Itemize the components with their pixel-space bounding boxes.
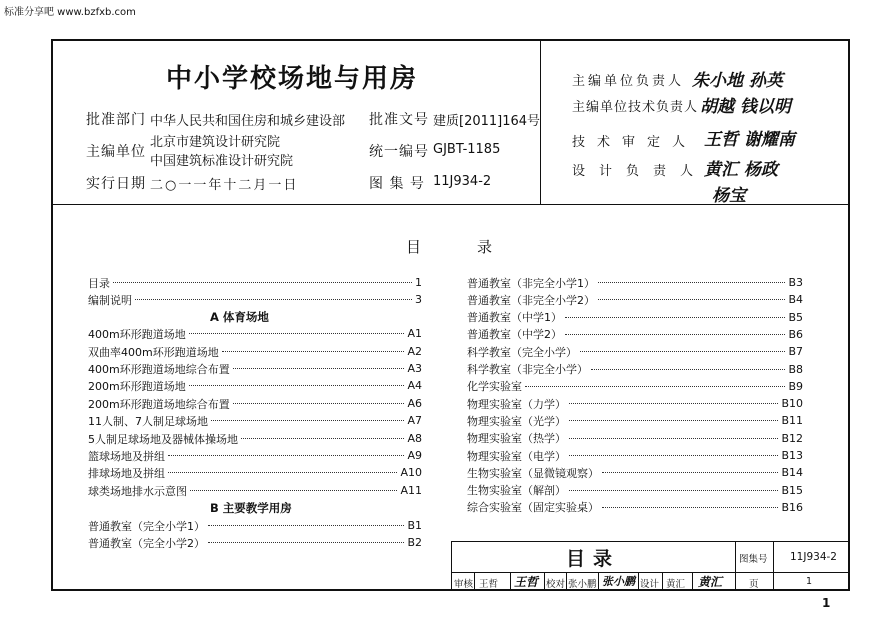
toc-entry-page: B9 bbox=[788, 379, 803, 393]
tb-col-line bbox=[474, 572, 475, 591]
tb-col-line bbox=[692, 572, 693, 591]
title-block-atlas-no: 11J934-2 bbox=[790, 551, 837, 563]
toc-entry bbox=[88, 395, 422, 412]
toc-entry-page: A3 bbox=[407, 362, 422, 375]
toc-entry-page: B11 bbox=[781, 414, 803, 428]
unified-no-label: 统一编号 bbox=[369, 144, 429, 160]
tech-review-label: 技术审定人 bbox=[572, 135, 698, 150]
toc-dot-leader bbox=[233, 403, 405, 404]
title-block-vdivider-2 bbox=[773, 541, 774, 591]
toc-entry-page: A6 bbox=[407, 397, 422, 410]
toc-entry-title: 排球场地及拼组 bbox=[88, 466, 165, 480]
toc-dot-leader bbox=[168, 455, 404, 456]
editor-unit-label: 主编单位 bbox=[86, 144, 146, 160]
toc-heading: 目录 bbox=[406, 238, 549, 256]
tb-design-signature: 黄汇 bbox=[698, 575, 723, 589]
toc-entry-title: 11人制、7人制足球场地 bbox=[88, 414, 208, 428]
toc-dot-leader bbox=[113, 282, 412, 283]
toc-entry bbox=[467, 482, 803, 499]
toc-entry-title: 物理实验室（电学） bbox=[467, 449, 566, 463]
toc-entry bbox=[467, 274, 803, 291]
toc-section-title: A 体育场地 bbox=[210, 309, 269, 324]
toc-dot-leader bbox=[189, 333, 405, 334]
toc-entry-page: B8 bbox=[788, 362, 803, 376]
toc-entry-title: 普通教室（中学2） bbox=[467, 328, 562, 342]
atlas-no-label: 图 集 号 bbox=[369, 176, 425, 192]
toc-entry bbox=[88, 274, 422, 291]
toc-entry bbox=[88, 291, 422, 308]
toc-entry bbox=[467, 361, 803, 378]
toc-entry-page: A2 bbox=[407, 345, 422, 358]
tb-col-line bbox=[510, 572, 511, 591]
toc-entry bbox=[467, 447, 803, 464]
toc-entry-page: B6 bbox=[788, 327, 803, 341]
toc-entry-title: 科学教室（非完全小学） bbox=[467, 363, 588, 376]
toc-entry-title: 200m环形跑道场地 bbox=[88, 379, 186, 393]
toc-entry-page: B13 bbox=[781, 449, 803, 462]
toc-dot-leader bbox=[569, 455, 778, 456]
tb-check-signature: 张小鹏 bbox=[602, 575, 635, 588]
toc-entry bbox=[88, 412, 422, 429]
toc-entry-page: B1 bbox=[407, 519, 422, 532]
toc-entry-title: 球类场地排水示意图 bbox=[88, 484, 187, 498]
toc-entry-title: 编制说明 bbox=[88, 293, 132, 307]
toc-entry bbox=[467, 412, 803, 429]
toc-entry bbox=[88, 377, 422, 394]
toc-section-title: B 主要教学用房 bbox=[210, 500, 292, 515]
toc-entry-title: 物理实验室（热学） bbox=[467, 432, 566, 446]
toc-entry-page: B2 bbox=[407, 536, 422, 549]
effective-date-value: 二○一一年十二月一日 bbox=[150, 178, 299, 193]
toc-entry bbox=[88, 517, 422, 534]
toc-entry-title: 物理实验室（力学） bbox=[467, 397, 566, 411]
toc-dot-leader bbox=[598, 299, 785, 300]
design-lead-signature-2: 杨宝 bbox=[712, 186, 746, 206]
atlas-no-value: 11J934-2 bbox=[433, 174, 492, 189]
chief-editor-label: 主编单位负责人 bbox=[572, 74, 685, 89]
tb-design-label: 设计 bbox=[640, 579, 660, 590]
toc-entry-page: B15 bbox=[781, 483, 803, 497]
effective-date-label: 实行日期 bbox=[86, 176, 146, 192]
toc-entry bbox=[88, 360, 422, 377]
toc-entry-page: 1 bbox=[415, 276, 422, 289]
unified-no-value: GJBT-1185 bbox=[433, 142, 501, 157]
toc-entry-page: A11 bbox=[400, 484, 422, 497]
toc-dot-leader bbox=[208, 542, 404, 543]
toc-entry-title: 5人制足球场地及器械体操场地 bbox=[88, 432, 238, 446]
approval-dept-value: 中华人民共和国住房和城乡建设部 bbox=[150, 114, 346, 129]
tb-check-name: 张小鹏 bbox=[568, 579, 597, 590]
title-block-atlas-label: 图集号 bbox=[739, 554, 768, 565]
toc-dot-leader bbox=[569, 438, 778, 439]
tb-review-label: 审核 bbox=[454, 579, 474, 590]
toc-dot-leader bbox=[189, 385, 405, 386]
tb-col-line bbox=[662, 572, 663, 591]
toc-entry-page: A7 bbox=[407, 414, 422, 427]
toc-dot-leader bbox=[211, 420, 404, 421]
toc-dot-leader bbox=[569, 420, 778, 421]
toc-dot-leader bbox=[580, 351, 785, 352]
toc-entry bbox=[467, 395, 803, 412]
toc-entry bbox=[88, 325, 422, 342]
toc-entry-title: 普通教室（非完全小学1） bbox=[467, 276, 595, 290]
page-number: 1 bbox=[822, 596, 831, 610]
toc-entry-title: 综合实验室（固定实验桌） bbox=[467, 501, 599, 515]
title-block-name: 目录 bbox=[566, 548, 621, 570]
toc-entry-title: 400m环形跑道场地 bbox=[88, 327, 186, 341]
toc-dot-leader bbox=[241, 438, 404, 439]
toc-entry bbox=[467, 309, 803, 326]
toc-entry bbox=[467, 464, 803, 481]
toc-entry-title: 生物实验室（显微镜观察） bbox=[467, 466, 599, 480]
toc-entry bbox=[467, 430, 803, 447]
toc-entry-title: 目录 bbox=[88, 276, 110, 290]
tb-col-line bbox=[544, 572, 545, 591]
toc-dot-leader bbox=[525, 386, 785, 387]
approval-doc-label: 批准文号 bbox=[369, 112, 429, 128]
toc-dot-leader bbox=[565, 317, 785, 318]
book-title: 中小学校场地与用房 bbox=[166, 64, 419, 94]
toc-entry bbox=[467, 291, 803, 308]
toc-entry-title: 200m环形跑道场地综合布置 bbox=[88, 397, 230, 411]
toc-dot-leader bbox=[190, 490, 397, 491]
toc-entry bbox=[88, 534, 422, 551]
toc-entry-page: B12 bbox=[781, 431, 803, 445]
chief-editor-signature: 朱小地 孙英 bbox=[692, 71, 783, 91]
tb-page-label: 页 bbox=[749, 579, 759, 590]
toc-entry-title: 400m环形跑道场地综合布置 bbox=[88, 362, 230, 376]
tb-col-line bbox=[598, 572, 599, 591]
toc-entry-title: 篮球场地及拼组 bbox=[88, 449, 165, 463]
tech-lead-signature: 胡越 钱以明 bbox=[700, 97, 791, 117]
watermark-text: 标准分享吧 www.bzfxb.com bbox=[4, 7, 136, 18]
toc-dot-leader bbox=[591, 369, 785, 370]
design-lead-signature: 黄汇 杨政 bbox=[704, 160, 778, 180]
toc-dot-leader bbox=[598, 282, 785, 283]
toc-entry bbox=[88, 482, 422, 499]
toc-entry-page: B5 bbox=[788, 310, 803, 324]
toc-entry-title: 科学教室（完全小学） bbox=[467, 345, 577, 359]
toc-entry bbox=[88, 430, 422, 447]
toc-entry-title: 普通教室（完全小学2） bbox=[88, 536, 205, 550]
toc-dot-leader bbox=[569, 490, 778, 491]
title-block-vdivider-1 bbox=[735, 541, 736, 591]
toc-entry-page: B10 bbox=[781, 397, 803, 411]
toc-entry bbox=[467, 378, 803, 395]
toc-section-heading bbox=[210, 308, 269, 325]
toc-entry-page: A10 bbox=[400, 466, 422, 479]
toc-dot-leader bbox=[135, 299, 412, 300]
tb-review-name: 王哲 bbox=[479, 579, 499, 590]
toc-dot-leader bbox=[233, 368, 405, 369]
toc-entry bbox=[467, 499, 803, 516]
tb-col-line bbox=[638, 572, 639, 591]
toc-entry-page: A9 bbox=[407, 449, 422, 462]
toc-entry-title: 物理实验室（光学） bbox=[467, 414, 566, 428]
toc-entry bbox=[88, 447, 422, 464]
editor-unit-2: 中国建筑标准设计研究院 bbox=[150, 154, 294, 169]
toc-entry-page: B4 bbox=[788, 293, 803, 307]
toc-entry-page: A1 bbox=[407, 327, 422, 340]
toc-entry bbox=[88, 464, 422, 481]
tb-design-name: 黄汇 bbox=[666, 579, 686, 590]
approval-dept-label: 批准部门 bbox=[86, 112, 146, 128]
toc-entry-page: B14 bbox=[781, 466, 803, 480]
tech-lead-label: 主编单位技术负责人 bbox=[572, 100, 699, 115]
toc-entry-page: A4 bbox=[407, 379, 422, 392]
toc-dot-leader bbox=[565, 334, 785, 335]
toc-dot-leader bbox=[569, 403, 778, 404]
tb-review-signature: 王哲 bbox=[514, 575, 539, 589]
toc-dot-leader bbox=[602, 507, 778, 508]
toc-dot-leader bbox=[602, 472, 778, 473]
design-lead-label: 设计负责人 bbox=[572, 164, 708, 179]
tech-review-signature: 王哲 谢耀南 bbox=[704, 130, 795, 150]
tb-col-line bbox=[566, 572, 567, 591]
toc-entry-title: 普通教室（中学1） bbox=[467, 311, 562, 325]
toc-entry-page: B7 bbox=[788, 345, 803, 359]
editor-unit-1: 北京市建筑设计研究院 bbox=[150, 135, 281, 150]
tb-check-label: 校对 bbox=[546, 579, 566, 590]
toc-dot-leader bbox=[208, 525, 404, 526]
toc-entry bbox=[88, 343, 422, 360]
toc-entry-page: A8 bbox=[407, 432, 422, 445]
toc-dot-leader bbox=[222, 351, 405, 352]
toc-entry-title: 普通教室（非完全小学2） bbox=[467, 293, 595, 307]
toc-entry bbox=[467, 343, 803, 360]
toc-entry-title: 化学实验室 bbox=[467, 380, 522, 394]
toc-entry-title: 普通教室（完全小学1） bbox=[88, 519, 205, 533]
toc-entry-page: 3 bbox=[415, 293, 422, 306]
toc-entry bbox=[467, 326, 803, 343]
toc-dot-leader bbox=[168, 472, 397, 473]
approval-doc-value: 建质[2011]164号 bbox=[433, 114, 541, 129]
toc-entry-page: B16 bbox=[781, 500, 803, 514]
tb-page-no: 1 bbox=[806, 576, 813, 587]
header-vertical-divider bbox=[540, 39, 541, 205]
toc-entry-title: 生物实验室（解剖） bbox=[467, 484, 566, 498]
toc-section-heading bbox=[210, 499, 292, 516]
toc-entry-page: B3 bbox=[788, 276, 803, 289]
toc-entry-title: 双曲率400m环形跑道场地 bbox=[88, 345, 219, 359]
